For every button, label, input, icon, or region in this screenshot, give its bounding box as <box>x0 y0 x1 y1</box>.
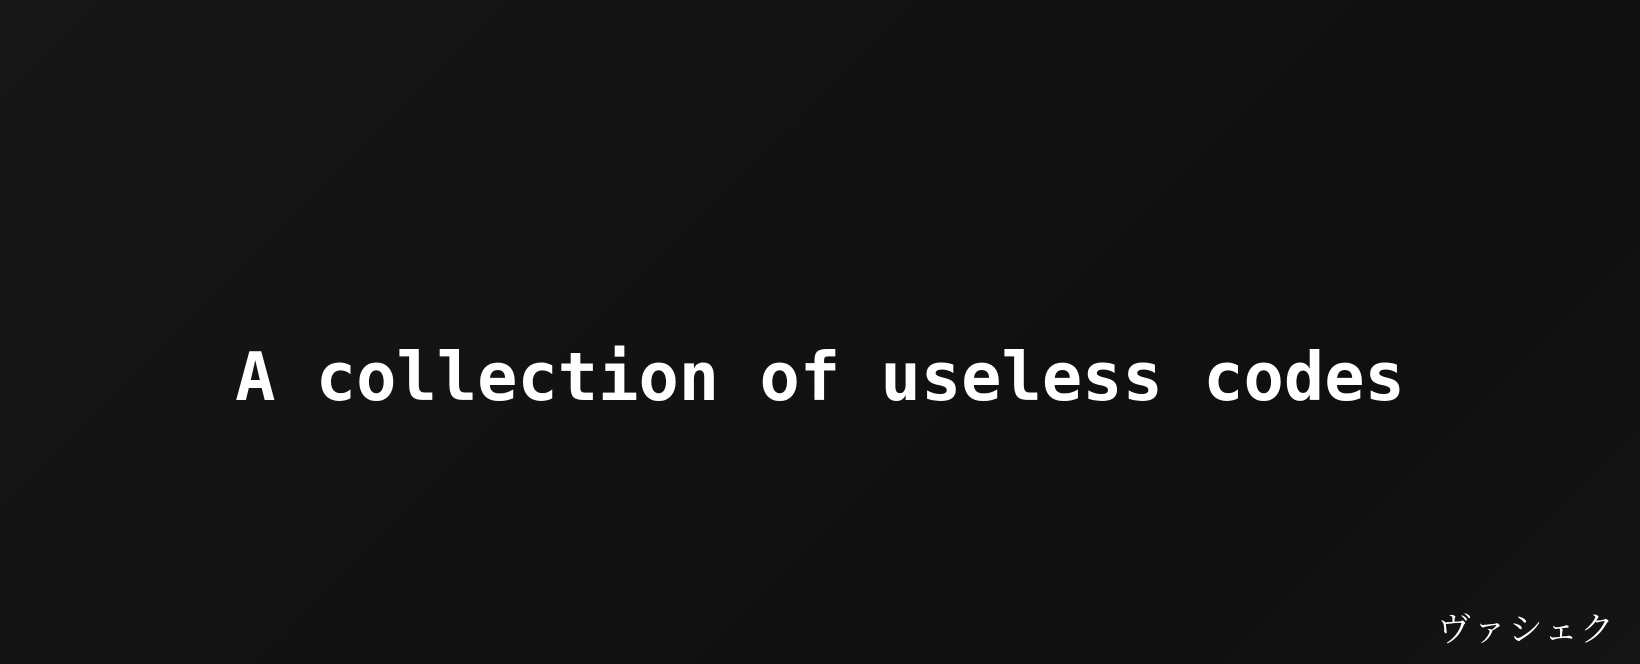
page-title: A collection of useless codes <box>235 337 1405 416</box>
author-signature: ヴァシェク <box>1437 610 1616 650</box>
